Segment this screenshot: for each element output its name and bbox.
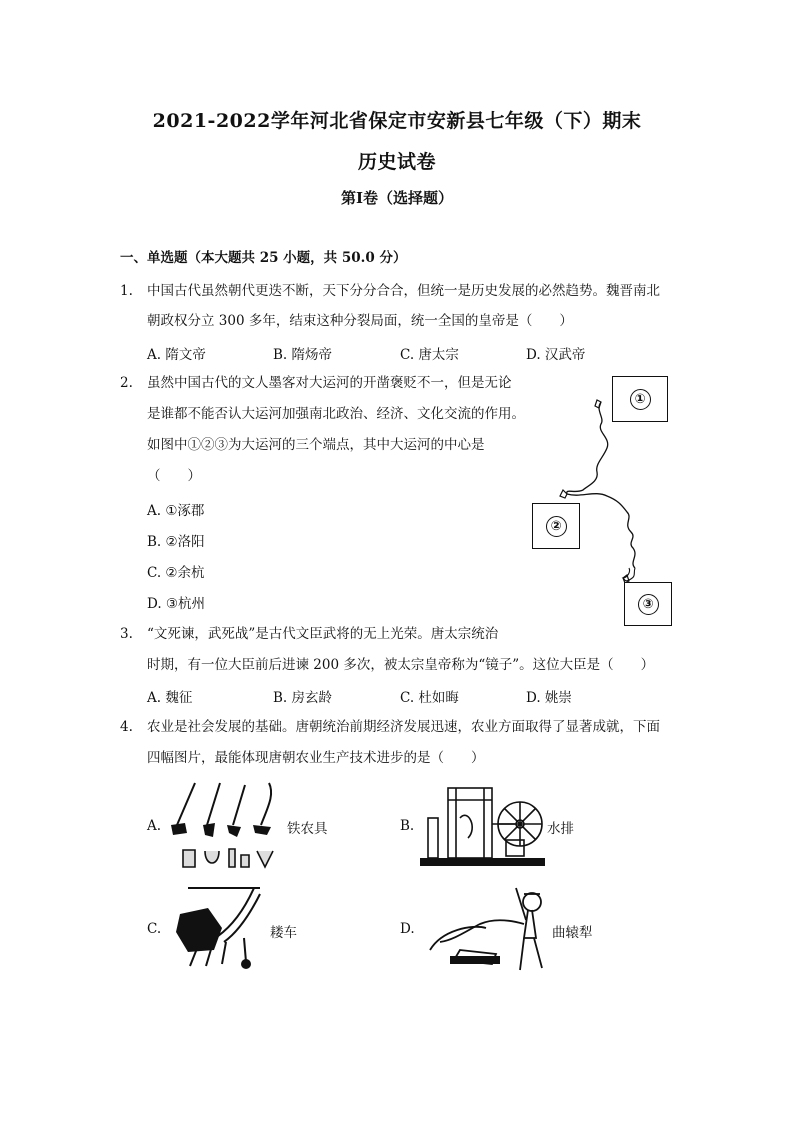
image-caption: 铁农具: [287, 821, 328, 837]
image-caption: 曲辕犁: [552, 925, 593, 941]
question-number: 2.: [120, 375, 133, 391]
map-box-3: [624, 582, 672, 626]
marker-1: ①: [630, 389, 651, 410]
curved-plough-image: [420, 880, 550, 976]
part-heading: 一、单选题（本大题共 25 小题，共 50.0 分）: [120, 250, 407, 266]
option-d[interactable]: D. 汉武帝: [526, 347, 586, 363]
question-text: 虽然中国古代的文人墨客对大运河的开凿褒贬不一，但是无论: [147, 375, 512, 391]
question-number: 4.: [120, 719, 133, 735]
water-bellows-image: [420, 778, 545, 870]
option-a[interactable]: A.: [147, 818, 162, 834]
option-d[interactable]: D.: [400, 921, 415, 937]
question-text: （ ）: [147, 468, 201, 484]
question-number: 3.: [120, 626, 133, 642]
option-c[interactable]: C. 杜如晦: [400, 690, 459, 706]
option-b[interactable]: B. ②洛阳: [147, 534, 205, 550]
option-c[interactable]: C. 唐太宗: [400, 347, 459, 363]
question-text: “文死谏，武死战”是古代文臣武将的无上光荣。唐太宗统治: [147, 626, 499, 642]
map-box-1: [612, 376, 668, 422]
option-b[interactable]: B. 隋炀帝: [273, 347, 333, 363]
option-d[interactable]: D. 姚崇: [526, 690, 572, 706]
image-caption: 耧车: [270, 925, 297, 941]
option-d[interactable]: D. ③杭州: [147, 596, 206, 612]
question-text: 朝政权分立 300 多年，结束这种分裂局面，统一全国的皇帝是（ ）: [147, 313, 573, 329]
option-c[interactable]: C. ②余杭: [147, 565, 205, 581]
option-a[interactable]: A. 隋文帝: [147, 347, 206, 363]
question-text: 时期，有一位大臣前后进谏 200 多次，被太宗皇帝称为“镜子”。这位大臣是（ ）: [147, 657, 655, 673]
option-b[interactable]: B.: [400, 818, 415, 834]
section-title: 第I卷（选择题）: [340, 189, 454, 207]
page-title: 2021-2022学年河北省保定市安新县七年级（下）期末: [152, 110, 642, 132]
question-text: 如图中①②③为大运河的三个端点，其中大运河的中心是: [147, 437, 485, 453]
option-b[interactable]: B. 房玄龄: [273, 690, 333, 706]
question-text: 四幅图片，最能体现唐朝农业生产技术进步的是（ ）: [147, 750, 485, 766]
question-number: 1.: [120, 283, 133, 299]
option-c[interactable]: C.: [147, 921, 162, 937]
question-text: 是谁都不能否认大运河加强南北政治、经济、文化交流的作用。: [147, 406, 525, 422]
iron-tools-image: [165, 775, 285, 875]
image-caption: 水排: [547, 821, 574, 837]
option-a[interactable]: A. 魏征: [147, 690, 193, 706]
marker-3: ③: [638, 594, 659, 615]
option-a[interactable]: A. ①涿郡: [147, 503, 205, 519]
page-title-line2: 历史试卷: [357, 151, 436, 173]
map-box-2: [532, 503, 580, 549]
question-text: 农业是社会发展的基础。唐朝统治前期经济发展迅速，农业方面取得了显著成就，下面: [147, 719, 660, 735]
question-text: 中国古代虽然朝代更迭不断，天下分分合合，但统一是历史发展的必然趋势。魏晋南北: [147, 283, 660, 299]
marker-2: ②: [546, 516, 567, 537]
seed-drill-image: [168, 880, 268, 972]
